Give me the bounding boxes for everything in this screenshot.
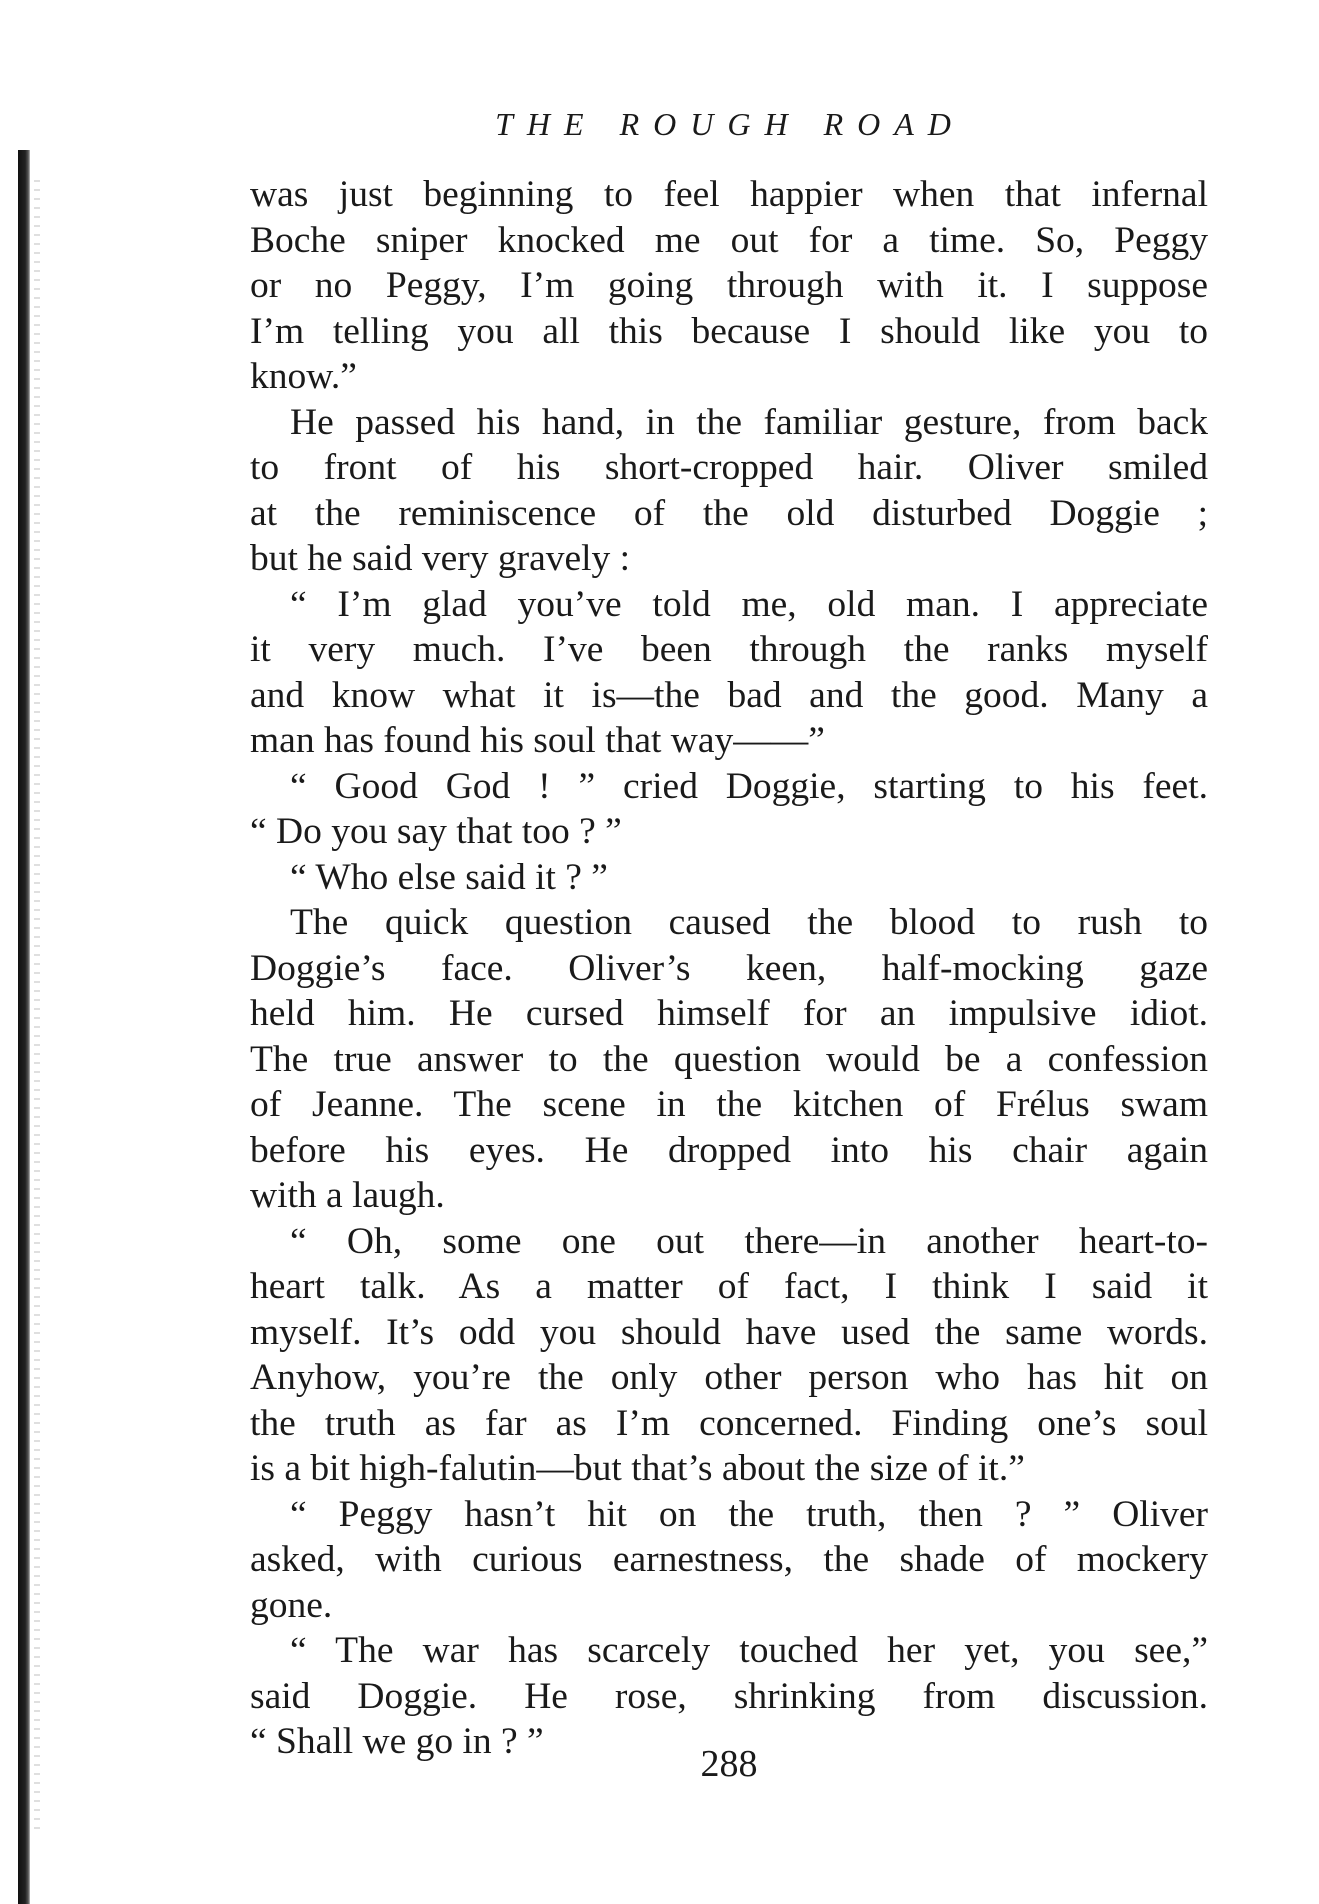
- text-line: The true answer to the question would be a confession: [250, 1038, 1208, 1080]
- binding-shadow: [34, 180, 40, 1830]
- text-line: held him. He cursed himself for an impulsive idiot.: [250, 993, 1208, 1034]
- text-line: gone.: [250, 1584, 333, 1626]
- text-line: He passed his hand, in the familiar gesture, from back: [290, 401, 1208, 443]
- text-line: “ Oh, some one out there—in another heart-to-: [290, 1220, 1208, 1262]
- text-line: “ Who else said it ? ”: [290, 856, 608, 898]
- text-line: I’m telling you all this because I should like you to: [250, 310, 1208, 352]
- text-line: of Jeanne. The scene in the kitchen of Frélus swam: [250, 1084, 1208, 1125]
- text-line: to front of his short-cropped hair. Oliver smiled: [250, 447, 1208, 488]
- text-line: asked, with curious earnestness, the shade of mockery: [250, 1539, 1208, 1580]
- binding-edge: [18, 150, 30, 1904]
- text-line: with a laugh.: [250, 1175, 445, 1216]
- text-line: said Doggie. He rose, shrinking from discussion.: [250, 1675, 1208, 1717]
- body-text: [250, 172, 1208, 1765]
- text-line: “ Peggy hasn’t hit on the truth, then ? ” Oliver: [290, 1493, 1208, 1535]
- text-line: and know what it is—the bad and the good. Many a: [250, 674, 1208, 716]
- text-line: know.”: [250, 356, 357, 397]
- text-line: Anyhow, you’re the only other person who has hit on: [250, 1357, 1208, 1398]
- text-line: but he said very gravely :: [250, 538, 631, 579]
- text-line: “ I’m glad you’ve told me, old man. I appreciate: [290, 583, 1208, 625]
- text-line: is a bit high-falutin—but that’s about the size of it.”: [250, 1448, 1025, 1489]
- text-line: The quick question caused the blood to rush to: [290, 902, 1208, 943]
- text-line: heart talk. As a matter of fact, I think I said it: [250, 1266, 1208, 1307]
- text-line: “ Good God ! ” cried Doggie, starting to his feet.: [290, 765, 1208, 807]
- page-number: 288: [700, 1743, 758, 1785]
- text-line: before his eyes. He dropped into his chair again: [250, 1129, 1208, 1171]
- text-line: the truth as far as I’m concerned. Finding one’s soul: [250, 1402, 1208, 1444]
- text-line: it very much. I’ve been through the ranks myself: [250, 629, 1208, 670]
- text-line: was just beginning to feel happier when that infernal: [250, 174, 1208, 215]
- text-line: Doggie’s face. Oliver’s keen, half-mocking gaze: [250, 947, 1208, 989]
- text-line: Boche sniper knocked me out for a time. So, Peggy: [250, 219, 1208, 261]
- text-line: or no Peggy, I’m going through with it. I suppose: [250, 265, 1208, 306]
- running-head: THE ROUGH ROAD: [495, 106, 965, 142]
- text-line: “ The war has scarcely touched her yet, you see,”: [290, 1630, 1208, 1671]
- text-line: myself. It’s odd you should have used the same words.: [250, 1311, 1208, 1353]
- text-line: at the reminiscence of the old disturbed Doggie ;: [250, 492, 1208, 534]
- text-line: “ Do you say that too ? ”: [250, 811, 622, 852]
- text-line: “ Shall we go in ? ”: [250, 1721, 544, 1762]
- text-line: man has found his soul that way——”: [250, 720, 825, 761]
